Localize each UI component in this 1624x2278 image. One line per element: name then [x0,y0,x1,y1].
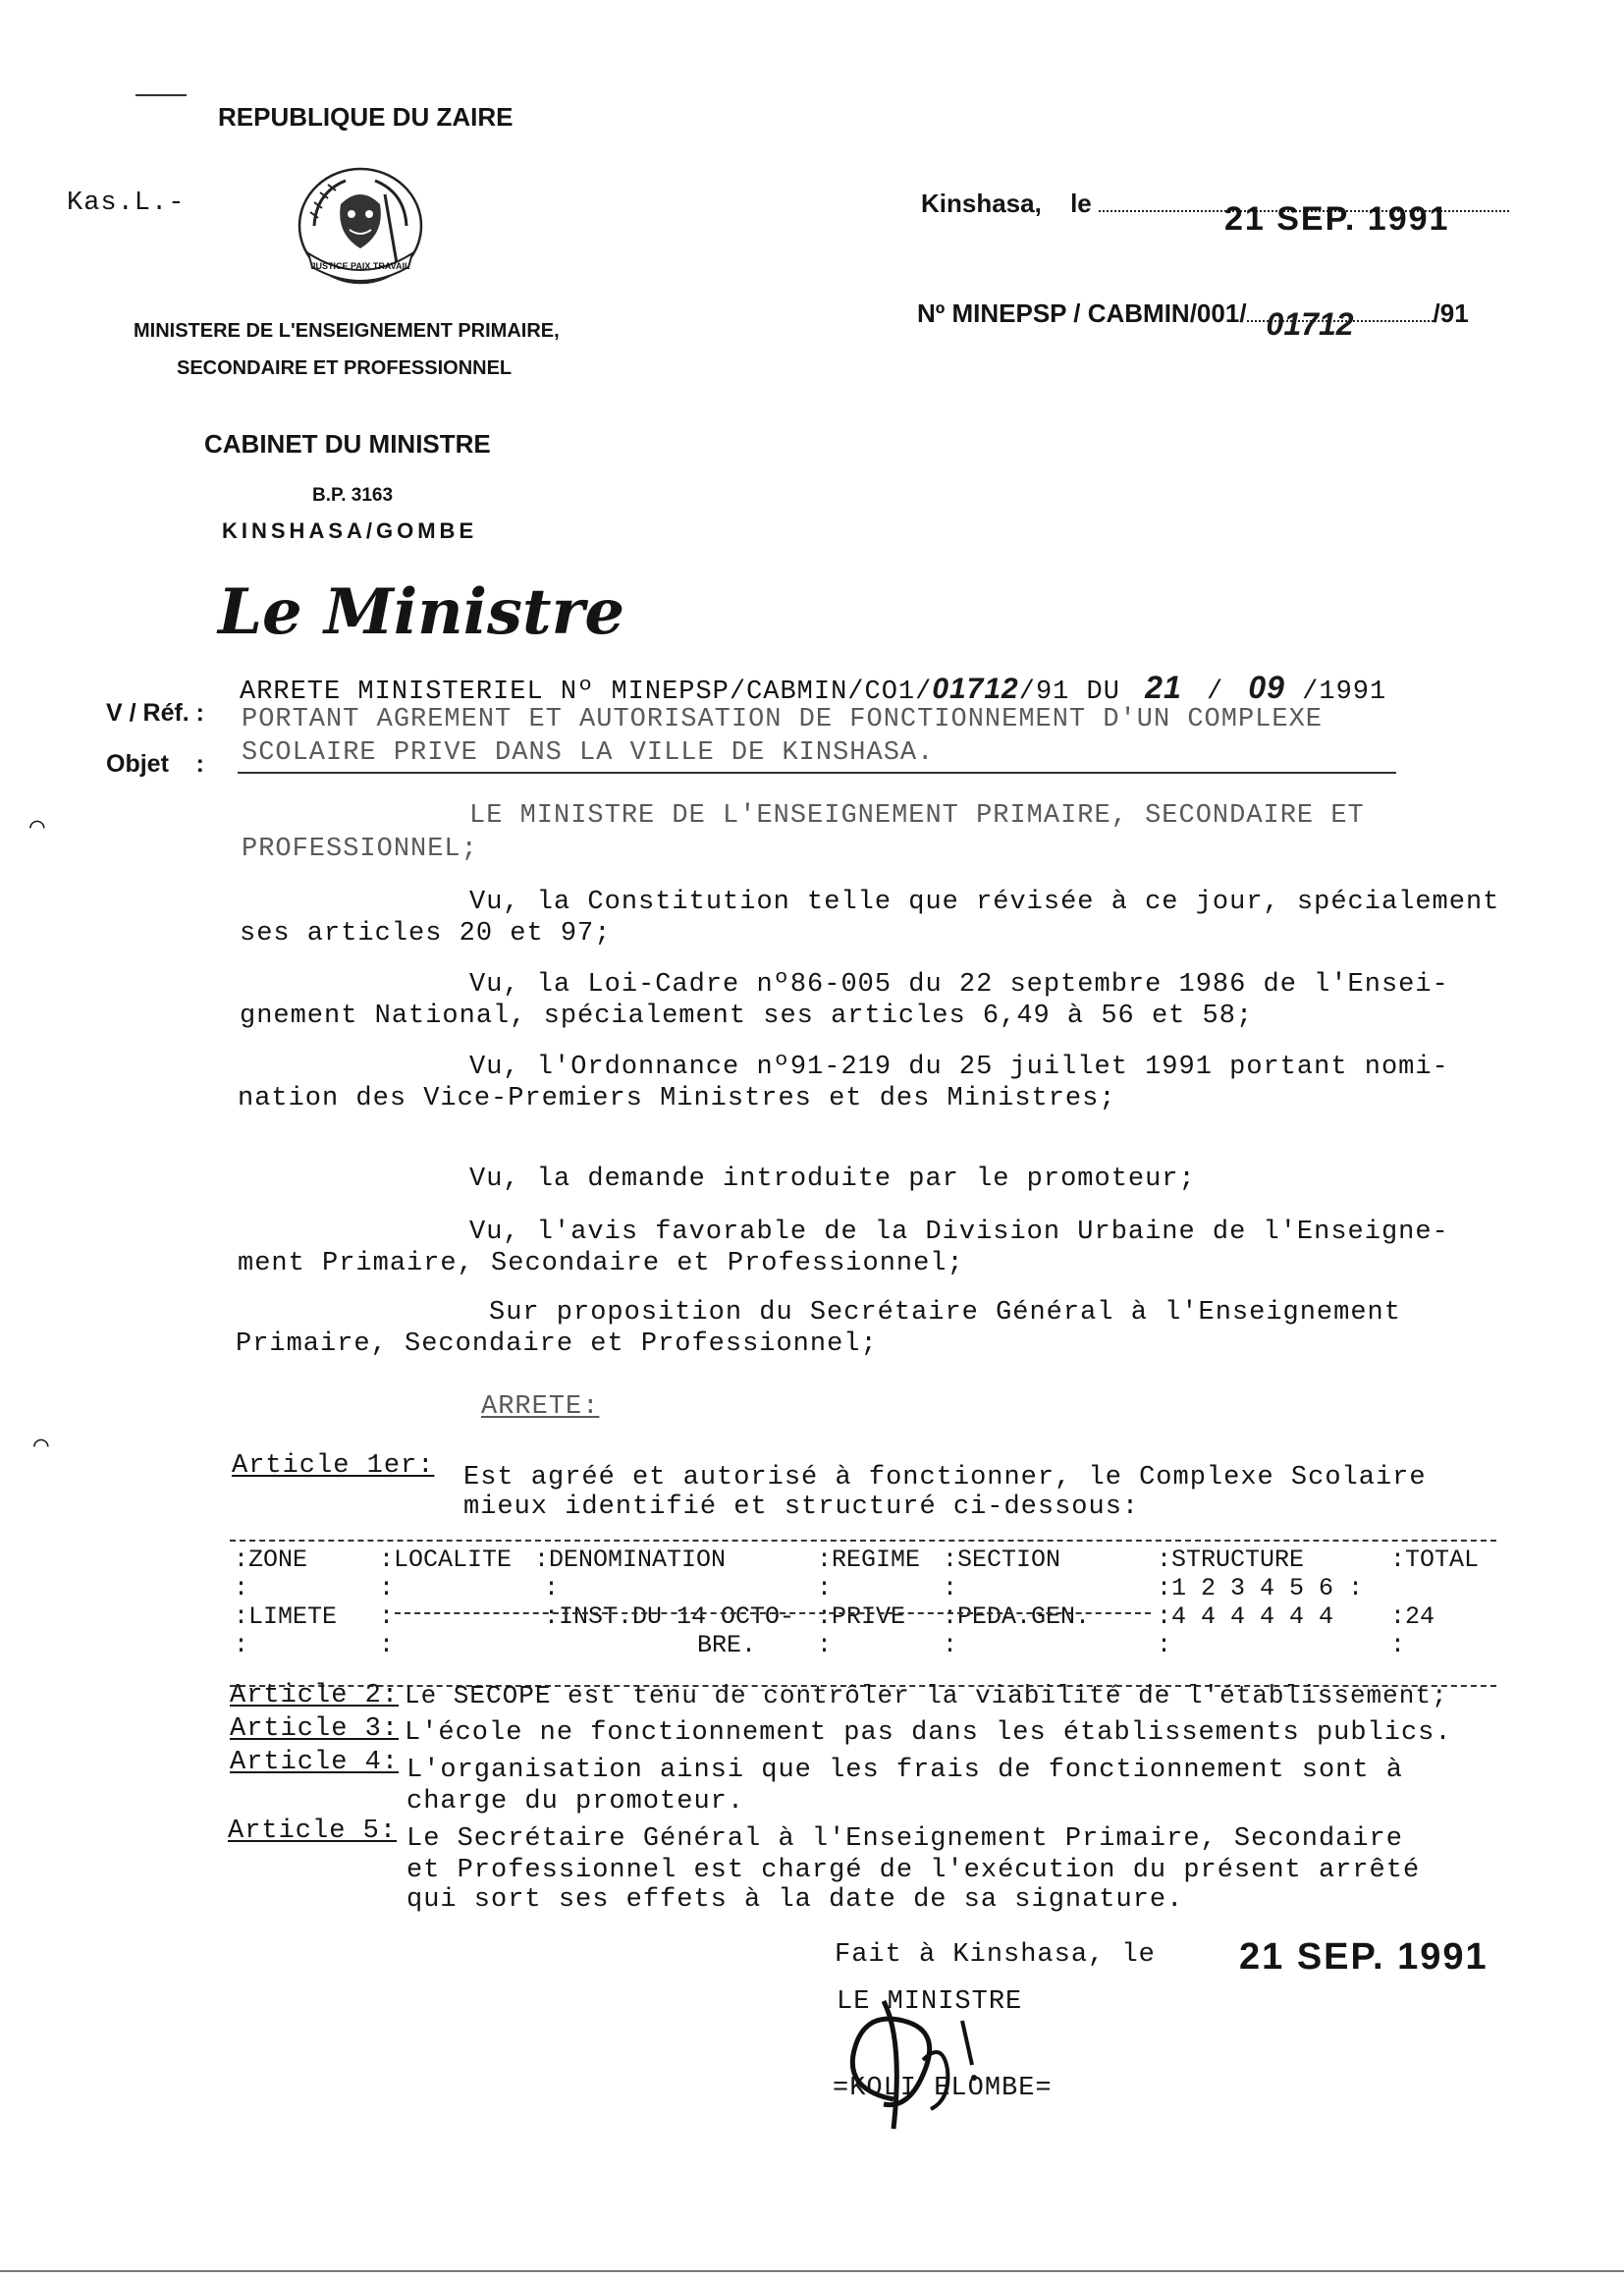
cell-denomination: :INST.DU 14 OCTO- [544,1602,795,1631]
subject-line-3: SCOLAIRE PRIVE DANS LA VILLE DE KINSHASA. [242,738,935,768]
proposition-2: Primaire, Secondaire et Professionnel; [236,1329,878,1359]
col-section-header: :SECTION [943,1546,1061,1574]
subject-text-a: ARRETE MINISTERIEL Nº MINEPSP/CABMIN/CO1/ [240,678,933,707]
ref-number-field [1247,306,1434,342]
republic-heading: REPUBLIQUE DU ZAIRE [218,102,514,132]
cell-localite: : [379,1602,395,1631]
subject-handwritten-month: 09 [1248,670,1285,705]
table-row-continuation: : : BRE. : : : : [234,1631,1406,1659]
structure-classes: :1 2 3 4 5 6 : [1157,1574,1364,1602]
subject-underline [238,772,1396,774]
scan-bottom-line [0,2270,1624,2272]
cell-structure: :4 4 4 4 4 4 [1157,1602,1334,1631]
article-1-label: Article 1er: [232,1451,435,1481]
cell-section: :PEDA.GEN. [943,1602,1091,1631]
margin-mark: ⌒ [33,1431,49,1460]
date-label: le [1070,189,1092,218]
article-5-line-1: Le Secrétaire Général à l'Enseignement Primaire, Secondaire [406,1824,1403,1854]
article-3-text: L'école ne fonctionnement pas dans les établissements publics. [405,1718,1452,1748]
cell-regime: :PRIVE [817,1602,906,1631]
ref-suffix: /91 [1433,298,1469,328]
article-1-line-2: mieux identifié et structuré ci-dessous: [463,1492,1140,1522]
subject-year: /1991 [1302,678,1387,707]
ref-number-handwritten: 01712 [1266,306,1354,342]
subject-handwritten-day: 21 [1145,670,1182,705]
city-line: KINSHASA/GOMBE [222,518,478,543]
minister-preamble-2: PROFESSIONNEL; [242,835,478,864]
arrete-heading: ARRETE: [481,1392,600,1422]
le-ministre-title: Le Ministre [218,575,625,649]
vu-constitution-2: ses articles 20 et 97; [240,919,612,949]
cell-denomination-cont: BRE. [697,1631,757,1659]
vu-constitution-1: Vu, la Constitution telle que révisée à ce jour, spécialement [469,888,1500,917]
article-2-label: Article 2: [230,1681,400,1710]
scan-mark [135,94,187,96]
minister-preamble-1: LE MINISTRE DE L'ENSEIGNEMENT PRIMAIRE, SECONDAIRE ET [469,801,1365,831]
closing-place: Fait à Kinshasa, le [835,1940,1156,1970]
table-subheader-row: : : : : : :1 2 3 4 5 6 : [230,1574,1483,1602]
vu-avis-2: ment Primaire, Secondaire et Professionnel; [238,1249,964,1278]
ministry-line-1: MINISTERE DE L'ENSEIGNEMENT PRIMAIRE, [134,320,560,342]
ref-initials: Kas.L.- [67,189,186,218]
date-line [921,189,1509,238]
emblem-ribbon-text: JUSTICE PAIX TRAVAIL [310,261,410,271]
proposition-1: Sur proposition du Secrétaire Général à l'Enseignement [489,1298,1401,1328]
closing-date-stamp: 21 SEP. 1991 [1239,1936,1489,1978]
subject-line-1 [240,670,1386,707]
subject-handwritten-number: 01712 [932,673,1019,705]
article-5-line-2: et Professionnel est chargé de l'exécution du présent arrêté [406,1856,1421,1885]
coat-of-arms-emblem [287,165,434,291]
subject-sep: / [1206,678,1224,707]
date-field [1099,200,1509,238]
vu-ordonnance-1: Vu, l'Ordonnance nº91-219 du 25 juillet 1991 portant nomi- [469,1053,1449,1082]
article-1-line-1: Est agréé et autorisé à fonctionner, le Complexe Scolaire [463,1463,1427,1492]
ref-prefix: Nº MINEPSP / CABMIN/001/ [917,298,1247,328]
table-mid-rule [395,1612,1151,1614]
vu-loi-cadre-2: gnement National, spécialement ses articles 6,49 à 56 et 58; [240,1002,1254,1031]
closing-minister-title: LE MINISTRE [837,1987,1023,2017]
article-3-label: Article 3: [230,1714,400,1744]
vref-label: V / Réf. : [106,699,205,727]
cell-zone: :LIMETE [234,1602,338,1631]
article-5-line-3: qui sort ses effets à la date de sa signature. [406,1885,1184,1915]
table-header-row [230,1546,1483,1574]
margin-mark: ⌒ [29,812,45,841]
subject-text-b: /91 DU [1018,678,1120,707]
place-label: Kinshasa, [921,189,1042,218]
col-zone-header: :ZONE [234,1546,308,1574]
vu-avis-1: Vu, l'avis favorable de la Division Urbaine de l'Enseigne- [469,1218,1449,1247]
article-4-label: Article 4: [230,1748,400,1777]
table-top-rule [230,1540,1496,1542]
article-5-label: Article 5: [228,1817,398,1846]
article-2-text: Le SECOPE est tenu de contrôler la viabilité de l'établissement; [405,1681,1448,1710]
col-total-header: :TOTAL [1390,1546,1480,1574]
vu-demande: Vu, la demande introduite par le promoteur; [469,1165,1196,1194]
col-localite-header: :LOCALITE [379,1546,513,1574]
cell-total: :24 [1390,1602,1435,1631]
col-regime-header: :REGIME [817,1546,921,1574]
vu-loi-cadre-1: Vu, la Loi-Cadre nº86-005 du 22 septembre 1986 de l'Ensei- [469,970,1449,1000]
article-4-line-1: L'organisation ainsi que les frais de fonctionnement sont à [406,1756,1403,1785]
table-row [230,1602,1483,1631]
signatory-name: =KOLI ELOMBE= [833,2074,1053,2103]
handwritten-signature [825,1981,1021,2148]
col-denomination-header: :DENOMINATION [534,1546,727,1574]
vu-ordonnance-2: nation des Vice-Premiers Ministres et des Ministres; [238,1084,1116,1113]
ministry-line-2: SECONDAIRE ET PROFESSIONNEL [177,357,513,379]
article-4-line-2: charge du promoteur. [406,1787,745,1817]
school-structure-table [230,1546,1483,1659]
cabinet-heading: CABINET DU MINISTRE [204,429,491,459]
postal-box: B.P. 3163 [312,485,394,506]
col-structure-header: :STRUCTURE [1157,1546,1305,1574]
reference-number-line [917,298,1469,342]
subject-line-2: PORTANT AGREMENT ET AUTORISATION DE FONCTIONNEMENT D'UN COMPLEXE [242,705,1323,734]
objet-label: Objet : [106,750,204,778]
date-value: 21 SEP. 1991 [1223,200,1450,238]
